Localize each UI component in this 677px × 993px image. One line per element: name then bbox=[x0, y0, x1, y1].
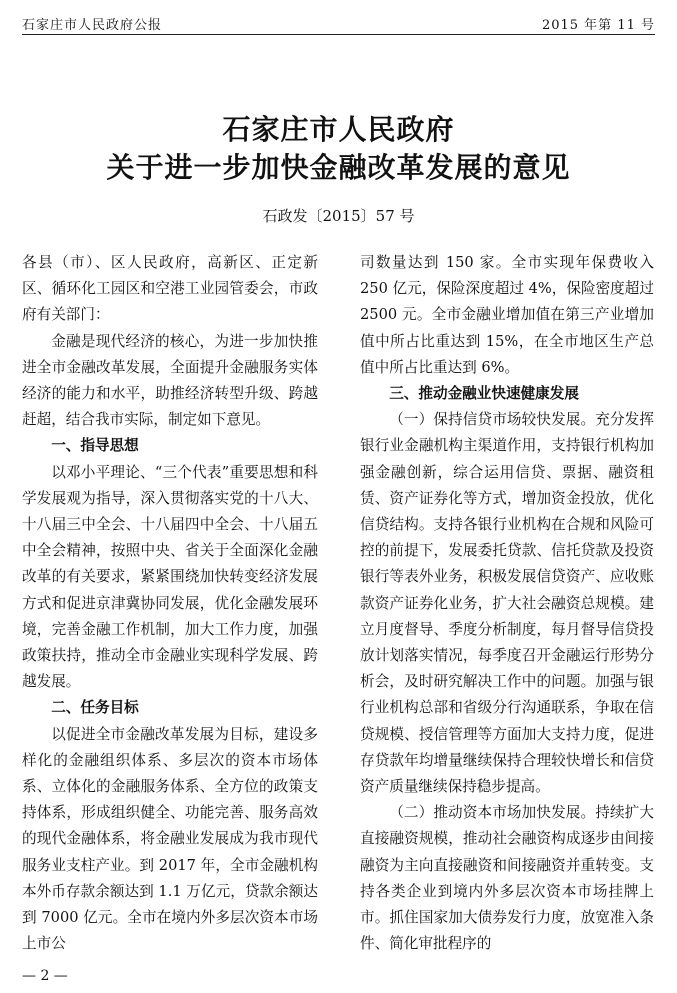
left-column bbox=[22, 250, 318, 957]
document-title-line2: 关于进一步加快金融改革发展的意见 bbox=[106, 151, 571, 184]
task-goals-paragraph: 以促进全市金融改革发展为目标，建设多样化的金融组织体系、多层次的资本市场体系、立体化的金融服务体系、全方位的政策支持体系，形成组织健全、功能完善、服务高效的现代金融体系，将金融业发展成为我市现代服务业支柱产业。到 2017 年，全市金融机构本外币存款余额达到 1.1 万亿元，贷款余额达到 7000 亿元。全市在境内外多层次资本市场上市公 bbox=[22, 725, 318, 953]
task-goals-continued: 司数量达到 150 家。全市实现年保费收入 250 亿元，保险深度超过 4%，保险密度超过 2500 元。全市金融业增加值在第三产业增加值中所占比重达到 15%，在全市地区生产总值中所占比重达到 6%。 bbox=[360, 254, 654, 376]
intro-paragraph: 金融是现代经济的核心，为进一步加快推进全市金融改革发展，全面提升金融服务实体经济的能力和水平，助推经济转型升级、跨越赶超，结合我市实际，制定如下意见。 bbox=[22, 332, 318, 429]
section-heading-task-goals: 二、任务目标 bbox=[51, 699, 139, 717]
document-title-line1: 石家庄市人民政府 bbox=[222, 113, 455, 146]
section-heading-guiding-thought: 一、指导思想 bbox=[51, 437, 139, 455]
credit-market-subheading: （一）保持信贷市场较快发展。 bbox=[389, 411, 596, 429]
capital-market-body: 持续扩大直接融资规模，推动社会融资构成逐步由间接融资为主向直接融资和间接融资并重转变。支持各类企业到境内外多层次资本市场挂牌上市。抓住国家加大债券发行力度，放宽准入条件、简化审批程序的 bbox=[360, 804, 654, 953]
credit-market-body: 充分发挥银行业金融机构主渠道作用，支持银行机构加强金融创新，综合运用信贷、票据、融资租赁、资产证券化等方式，增加资金投放，优化信贷结构。支持各银行业机构在合规和风险可控的前提下，发展委托贷款、信托贷款及投资银行等表外业务，积极发展信贷资产、应收账款资产证券化业务，扩大社会融资总规模。建立月度督导、季度分析制度，每月督导信贷投放计划落实情况，每季度召开金融运行形势分析会，及时研究解决工作中的问题。加强与银行业机构总部和省级分行沟通联系，争取在信贷规模、授信管理等方面加大支持力度，促进存贷款年均增量继续保持合理较快增长和信贷资产质量继续保持稳步提高。 bbox=[360, 411, 654, 796]
section-heading-finance-development: 三、推动金融业快速健康发展 bbox=[389, 385, 579, 403]
page-number: — 2 — bbox=[22, 968, 68, 984]
issue-number: 2015 年第 11 号 bbox=[541, 18, 655, 33]
publication-name: 石家庄市人民政府公报 bbox=[22, 18, 163, 33]
page-header bbox=[22, 12, 655, 35]
right-column bbox=[360, 250, 654, 957]
capital-market-paragraph bbox=[360, 800, 654, 957]
document-number: 石政发〔2015〕57 号 bbox=[262, 207, 415, 225]
guiding-thought-paragraph: 以邓小平理论、“三个代表”重要思想和科学发展观为指导，深入贯彻落实党的十八大、十八届三中全会、十八届四中全会、十八届五中全会精神，按照中央、省关于全面深化金融改革的有关要求，紧紧围绕加快转变经济发展方式和促进京津冀协同发展，优化金融发展环境，完善金融工作机制，加大工作力度，加强政策扶持，推动全市金融业实现科学发展、跨越发展。 bbox=[22, 463, 318, 691]
addressee: 各县（市）、区人民政府，高新区、正定新区、循环化工园区和空港工业园管委会，市政府有关部门： bbox=[22, 254, 318, 324]
capital-market-subheading: （二）推动资本市场加快发展。 bbox=[389, 804, 596, 822]
credit-market-paragraph bbox=[360, 407, 654, 800]
